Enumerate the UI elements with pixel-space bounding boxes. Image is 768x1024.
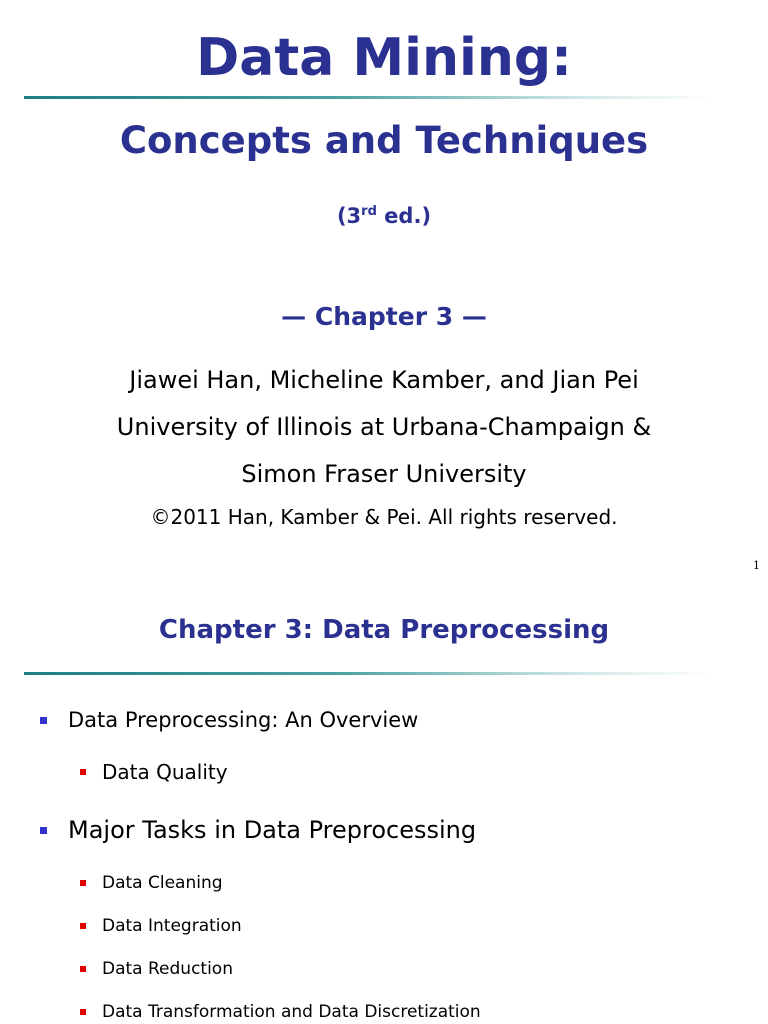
affiliation-line-2: Simon Fraser University [241,460,527,488]
outline-subitem [80,869,223,897]
outline-subitem-label: Data Reduction [102,959,233,979]
outline-subitem-label: Data Cleaning [102,873,223,893]
affiliation-line-1: University of Illinois at Urbana-Champaign & [116,413,652,441]
bullet-marker-icon [80,923,86,929]
outline-item [40,704,418,736]
title-divider [24,96,714,99]
bullet-marker-icon [80,1009,86,1015]
bullet-marker-icon [80,966,86,972]
page-number: 1 [753,559,760,572]
outline-item-label: Major Tasks in Data Preprocessing [68,816,477,844]
bullet-marker-icon [40,717,47,724]
authors-line: Jiawei Han, Micheline Kamber, and Jian Pei [129,366,639,394]
edition-prefix: (3 [336,204,362,228]
outline-subitem-label: Data Quality [102,760,228,784]
slide-title-main: Data Mining: [196,28,572,88]
outline-slide [0,578,768,1024]
outline-title: Chapter 3: Data Preprocessing [158,615,610,645]
outline-subitem-label: Data Integration [102,916,242,936]
edition-label [0,196,768,232]
outline-item-label: Data Preprocessing: An Overview [68,708,419,732]
outline-subitem [80,756,228,788]
edition-suffix: ed.) [376,204,432,228]
slide-subtitle: Concepts and Techniques [119,119,649,162]
outline-subitem [80,998,481,1024]
bullet-marker-icon [80,769,86,775]
outline-divider [24,672,714,675]
chapter-label: — Chapter 3 — [281,302,487,331]
copyright-line: ©2011 Han, Kamber & Pei. All rights reserved. [150,505,618,529]
outline-item [40,812,476,848]
bullet-marker-icon [40,827,47,834]
outline-subitem-label: Data Transformation and Data Discretization [102,1002,481,1022]
outline-subitem [80,912,242,940]
edition-superscript: rd [361,204,377,219]
outline-subitem [80,955,233,983]
bullet-marker-icon [80,880,86,886]
